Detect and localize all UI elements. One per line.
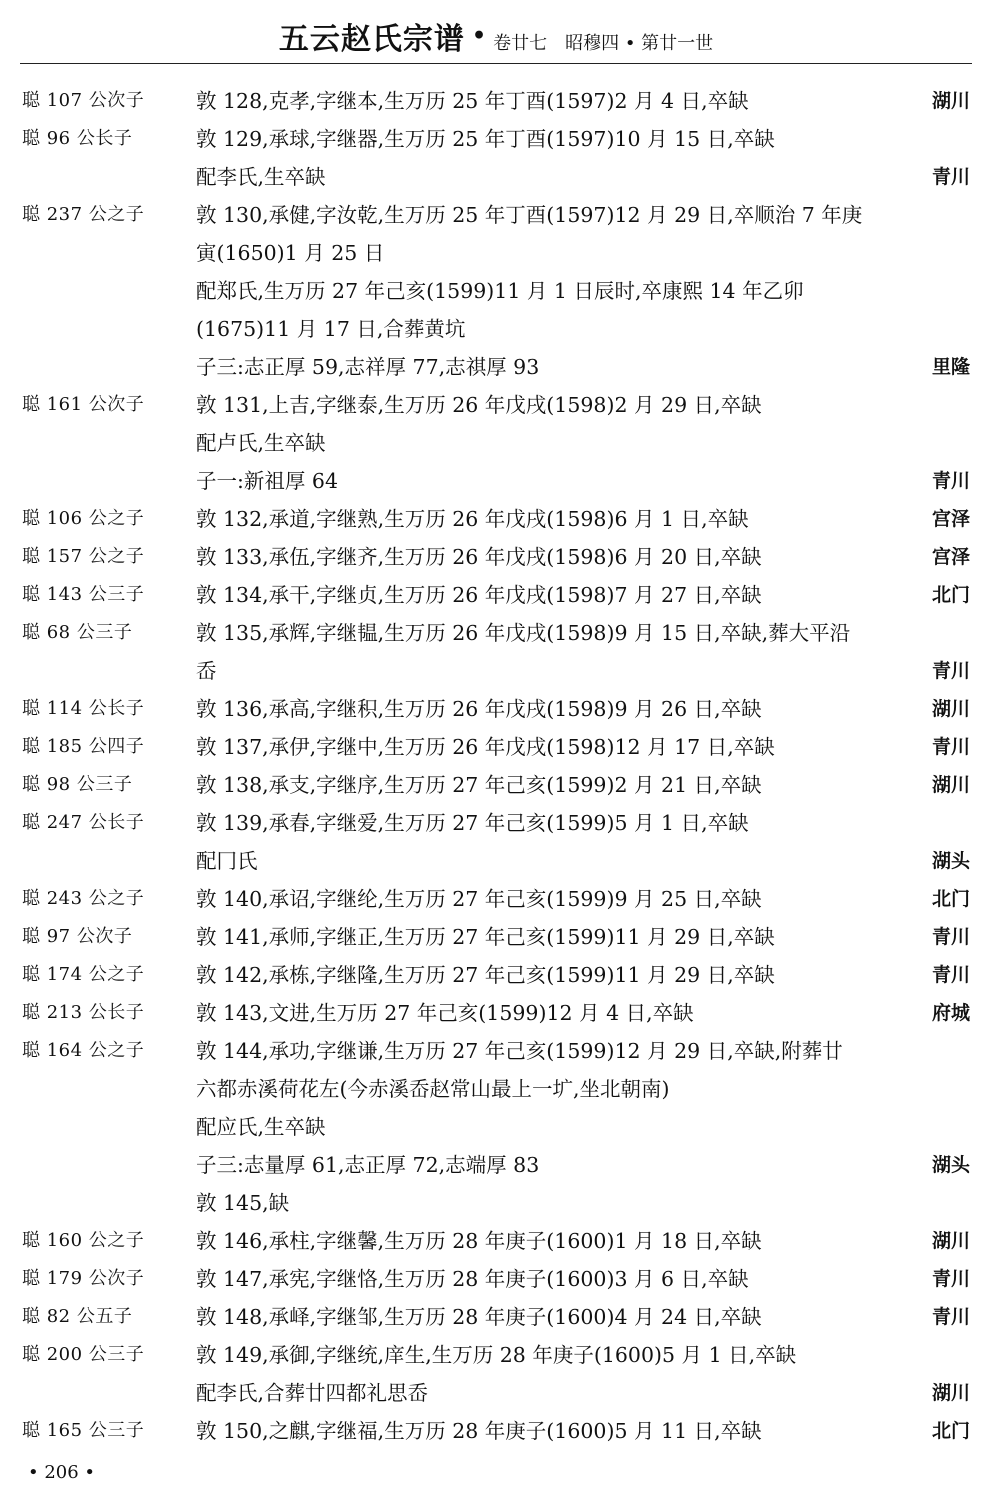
genealogy-entry [0, 1032, 992, 1184]
entry-line: 敦 131,上吉,字继泰,生万历 26 年戊戌(1598)2 月 29 日,卒缺 [196, 393, 762, 417]
entry-line: 敦 137,承伊,字继中,生万历 26 年戊戌(1598)12 月 17 日,卒缺 [196, 735, 775, 759]
parent-label: 聪 68 公三子 [22, 622, 133, 643]
entry-text [196, 538, 920, 576]
parent-label: 聪 157 公之子 [22, 546, 145, 567]
header-rule [20, 63, 972, 64]
place-label: 湖川 [931, 774, 970, 796]
place-label: 青川 [931, 470, 970, 492]
genealogy-entry [0, 1222, 992, 1260]
place-label: 宫泽 [931, 508, 970, 530]
genealogy-entry [0, 1412, 992, 1450]
entry-text [196, 1412, 920, 1450]
place-label: 湖川 [931, 1230, 970, 1252]
place-label: 青川 [931, 660, 970, 682]
genealogy-entry [0, 918, 992, 956]
entry-text [196, 766, 920, 804]
parent-label: 聪 161 公次子 [22, 394, 145, 415]
entry-line: 配李氏,生卒缺 [196, 165, 326, 189]
page-header [20, 14, 972, 64]
entry-text [196, 1336, 920, 1412]
entry-text [196, 196, 920, 386]
entry-line: 敦 134,承干,字继贞,生万历 26 年戊戌(1598)7 月 27 日,卒缺 [196, 583, 762, 607]
place-label: 湖川 [931, 90, 970, 112]
entry-text [196, 82, 920, 120]
entry-text [196, 576, 920, 614]
entry-text [196, 1260, 920, 1298]
parent-label: 聪 97 公次子 [22, 926, 133, 947]
entry-line: 敦 144,承功,字继谦,生万历 27 年己亥(1599)12 月 29 日,卒缺,附葬廿 [196, 1039, 843, 1063]
page-number: • 206 • [28, 1462, 96, 1483]
entry-text [196, 120, 920, 196]
entry-text [196, 500, 920, 538]
entry-line: 敦 148,承峄,字继邹,生万历 28 年庚子(1600)4 月 24 日,卒缺 [196, 1305, 762, 1329]
entry-line: 配郑氏,生万历 27 年己亥(1599)11 月 1 日辰时,卒康熙 14 年乙卯 [196, 279, 804, 303]
entry-line: 敦 129,承球,字继器,生万历 25 年丁酉(1597)10 月 15 日,卒缺 [196, 127, 775, 151]
parent-label: 聪 82 公五子 [22, 1306, 133, 1327]
genealogy-entry [0, 538, 992, 576]
entry-text [196, 918, 920, 956]
place-label: 青川 [931, 964, 970, 986]
entry-line: 敦 133,承伍,字继齐,生万历 26 年戊戌(1598)6 月 20 日,卒缺 [196, 545, 762, 569]
parent-label: 聪 160 公之子 [22, 1230, 145, 1251]
entry-text [196, 1222, 920, 1260]
entry-line: 敦 149,承御,字继统,庠生,生万历 28 年庚子(1600)5 月 1 日,卒缺 [196, 1343, 797, 1367]
genealogy-entry [0, 500, 992, 538]
entry-line: 敦 147,承宪,字继恪,生万历 28 年庚子(1600)3 月 6 日,卒缺 [196, 1267, 749, 1291]
header-separator: • [471, 23, 486, 49]
book-title: 五云赵氏宗谱 [278, 22, 465, 57]
parent-label: 聪 164 公之子 [22, 1040, 145, 1061]
parent-label: 聪 165 公三子 [22, 1420, 145, 1441]
genealogy-entry [0, 1260, 992, 1298]
parent-label: 聪 247 公长子 [22, 812, 145, 833]
place-label: 青川 [931, 1268, 970, 1290]
place-label: 青川 [931, 166, 970, 188]
entry-line: 敦 150,之麒,字继福,生万历 28 年庚子(1600)5 月 11 日,卒缺 [196, 1419, 762, 1443]
entry-line: 配卢氏,生卒缺 [196, 431, 326, 455]
entry-line: 敦 136,承高,字继积,生万历 26 年戊戌(1598)9 月 26 日,卒缺 [196, 697, 762, 721]
entry-line: 敦 128,克孝,字继本,生万历 25 年丁酉(1597)2 月 4 日,卒缺 [196, 89, 749, 113]
genealogy-entry [0, 766, 992, 804]
entry-line: 配应氏,生卒缺 [196, 1115, 326, 1139]
parent-label: 聪 107 公次子 [22, 90, 145, 111]
entry-line: 寅(1650)1 月 25 日 [196, 241, 385, 265]
entry-text [196, 690, 920, 728]
parent-label: 聪 96 公长子 [22, 128, 133, 149]
genealogy-entry [0, 1336, 992, 1412]
entry-line: 敦 146,承柱,字继馨,生万历 28 年庚子(1600)1 月 18 日,卒缺 [196, 1229, 762, 1253]
place-label: 湖头 [931, 1154, 970, 1176]
entry-line: 六都赤溪荷花左(今赤溪岙赵常山最上一圹,坐北朝南) [196, 1077, 670, 1101]
entry-line: 敦 138,承支,字继序,生万历 27 年己亥(1599)2 月 21 日,卒缺 [196, 773, 762, 797]
parent-label: 聪 106 公之子 [22, 508, 145, 529]
parent-label: 聪 143 公三子 [22, 584, 145, 605]
entry-line: 敦 145,缺 [196, 1191, 290, 1215]
place-label: 里隆 [931, 356, 970, 378]
entry-text [196, 728, 920, 766]
entry-line: 敦 132,承道,字继熟,生万历 26 年戊戌(1598)6 月 1 日,卒缺 [196, 507, 749, 531]
place-label: 青川 [931, 736, 970, 758]
place-label: 青川 [931, 926, 970, 948]
genealogy-entry [0, 120, 992, 196]
entry-line: 敦 140,承诏,字继纶,生万历 27 年己亥(1599)9 月 25 日,卒缺 [196, 887, 762, 911]
genealogy-entry [0, 82, 992, 120]
entry-line: 敦 142,承栋,字继隆,生万历 27 年己亥(1599)11 月 29 日,卒缺 [196, 963, 775, 987]
genealogy-entry [0, 576, 992, 614]
entry-line: 岙 [196, 659, 217, 683]
parent-label: 聪 185 公四子 [22, 736, 145, 757]
place-label: 湖川 [931, 698, 970, 720]
place-label: 湖头 [931, 850, 970, 872]
entry-line: 敦 135,承辉,字继韫,生万历 26 年戊戌(1598)9 月 15 日,卒缺,葬大平沿 [196, 621, 851, 645]
parent-label: 聪 213 公长子 [22, 1002, 145, 1023]
entry-line: 敦 139,承春,字继爱,生万历 27 年己亥(1599)5 月 1 日,卒缺 [196, 811, 749, 835]
entry-text [196, 994, 920, 1032]
genealogy-entry [0, 1298, 992, 1336]
genealogy-entry [0, 728, 992, 766]
genealogy-entry [0, 614, 992, 690]
genealogy-entry [0, 386, 992, 500]
entry-text [196, 880, 920, 918]
place-label: 宫泽 [931, 546, 970, 568]
entry-line: 子一:新祖厚 64 [196, 469, 339, 493]
entry-text [196, 386, 920, 500]
genealogy-entry [0, 196, 992, 386]
place-label: 北门 [931, 1420, 970, 1442]
entry-text [196, 1298, 920, 1336]
parent-label: 聪 179 公次子 [22, 1268, 145, 1289]
parent-label: 聪 174 公之子 [22, 964, 145, 985]
place-label: 青川 [931, 1306, 970, 1328]
entry-line: 敦 143,文进,生万历 27 年己亥(1599)12 月 4 日,卒缺 [196, 1001, 694, 1025]
genealogy-entry [0, 1184, 992, 1222]
genealogy-entries [0, 82, 992, 1450]
place-label: 北门 [931, 584, 970, 606]
parent-label: 聪 114 公长子 [22, 698, 145, 719]
genealogy-entry [0, 956, 992, 994]
entry-text [196, 614, 920, 690]
genealogy-entry [0, 994, 992, 1032]
parent-label: 聪 237 公之子 [22, 204, 145, 225]
entry-line: 子三:志量厚 61,志正厚 72,志端厚 83 [196, 1153, 540, 1177]
entry-line: 敦 141,承师,字继正,生万历 27 年己亥(1599)11 月 29 日,卒缺 [196, 925, 775, 949]
entry-text [196, 956, 920, 994]
entry-line: (1675)11 月 17 日,合葬黄坑 [196, 317, 466, 341]
entry-text [196, 1184, 920, 1222]
parent-label: 聪 98 公三子 [22, 774, 133, 795]
genealogy-entry [0, 690, 992, 728]
place-label [900, 1184, 970, 1222]
entry-text [196, 1032, 920, 1184]
entry-line: 子三:志正厚 59,志祥厚 77,志祺厚 93 [196, 355, 540, 379]
entry-line: 敦 130,承健,字汝乾,生万历 25 年丁酉(1597)12 月 29 日,卒顺治 7 年庚 [196, 203, 863, 227]
place-label: 府城 [931, 1002, 970, 1024]
parent-label: 聪 200 公三子 [22, 1344, 145, 1365]
entry-line: 配冂氏 [196, 849, 258, 873]
place-label: 湖川 [931, 1382, 970, 1404]
genealogy-entry [0, 880, 992, 918]
parent-label: 聪 243 公之子 [22, 888, 145, 909]
entry-line: 配李氏,合葬廿四都礼思岙 [196, 1381, 429, 1405]
parent-label [22, 1184, 192, 1222]
place-label: 北门 [931, 888, 970, 910]
genealogy-entry [0, 804, 992, 880]
volume-label: 卷廿七 昭穆四 • 第廿一世 [493, 33, 714, 54]
entry-text [196, 804, 920, 880]
